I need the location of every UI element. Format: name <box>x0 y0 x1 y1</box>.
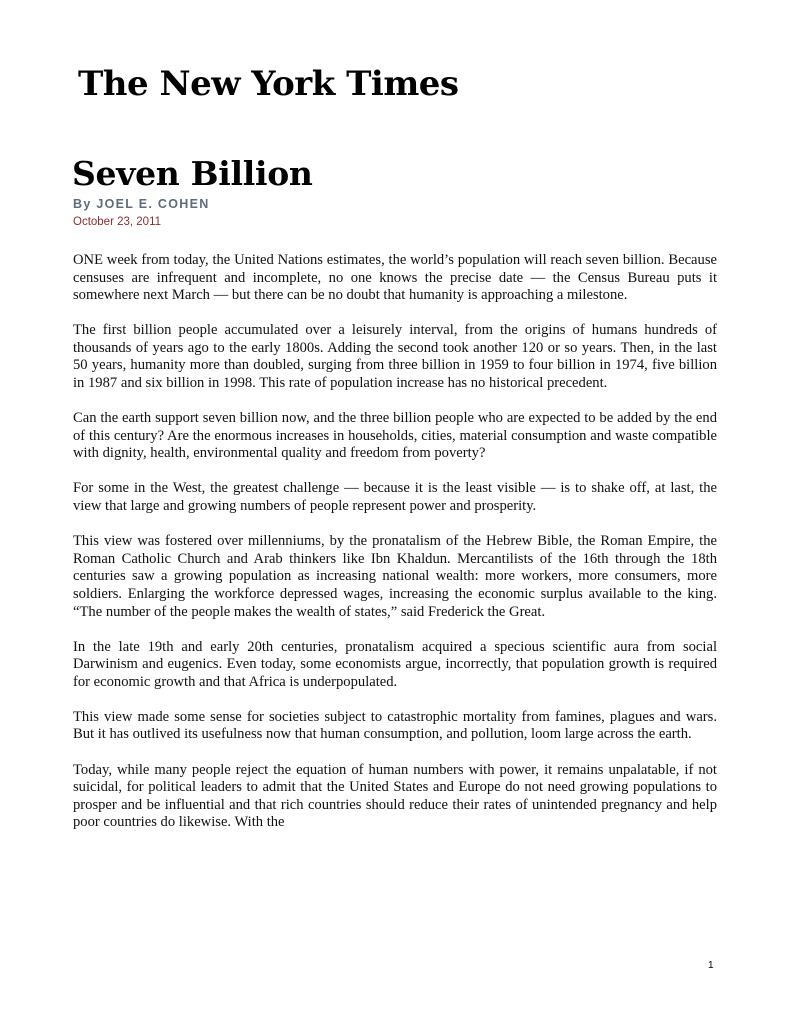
article-date: October 23, 2011 <box>73 216 162 228</box>
page-number: 1 <box>708 960 714 971</box>
article-paragraph: In the late 19th and early 20th centuries, pronatalism acquired a specious scientific aura from social Darwinism and eugenics. Even today, some economists argue, incorrectly, that population growth is required for economic growth and that Africa is underpopulated. <box>73 638 717 690</box>
masthead-logo: The New York Times <box>78 64 459 104</box>
article-title: Seven Billion <box>72 154 313 193</box>
article-paragraph: The first billion people accumulated over a leisurely interval, from the origins of humans hundreds of thousands of years ago to the early 1800s. Adding the second took another 120 or so years. Then, in the last 50 years, humanity more than doubled, surging from three billion in 1959 to four billion in 1974, five billion in 1987 and six billion in 1998. This rate of population increase has no historical precedent. <box>73 322 717 392</box>
article-paragraph: ONE week from today, the United Nations estimates, the world’s population will reach seven billion. Because censuses are infrequent and incomplete, no one knows the precise date — the Census Bureau puts it somewhere next March — but there can be no doubt that humanity is approaching a milestone. <box>73 252 717 304</box>
article-paragraph: Today, while many people reject the equation of human numbers with power, it remains unpalatable, if not suicidal, for political leaders to admit that the United States and Europe do not need growing populations to prosper and be influential and that rich countries should reduce their rates of unintended pregnancy and help poor countries do likewise. With the <box>73 761 717 831</box>
article-paragraph: Can the earth support seven billion now, and the three billion people who are expected to be added by the end of this century? Are the enormous increases in households, cities, material consumption and waste compatible with dignity, health, environmental quality and freedom from poverty? <box>73 410 717 462</box>
article-paragraph: This view made some sense for societies subject to catastrophic mortality from famines, plagues and wars. But it has outlived its usefulness now that human consumption, and pollution, loom large across the earth. <box>73 708 717 743</box>
article-body <box>73 252 717 849</box>
article-paragraph: This view was fostered over millenniums, by the pronatalism of the Hebrew Bible, the Roman Empire, the Roman Catholic Church and Arab thinkers like Ibn Khaldun. Mercantilists of the 16th through the 18th centuries saw a growing population as increasing national wealth: more workers, more consumers, more soldiers. Enlarging the workforce depressed wages, increasing the economic surplus available to the king. “The number of the people makes the wealth of states,” said Frederick the Great. <box>73 533 717 620</box>
article-paragraph: For some in the West, the greatest challenge — because it is the least visible — is to shake off, at last, the view that large and growing numbers of people represent power and prosperity. <box>73 480 717 515</box>
article-byline: By JOEL E. COHEN <box>73 197 210 211</box>
